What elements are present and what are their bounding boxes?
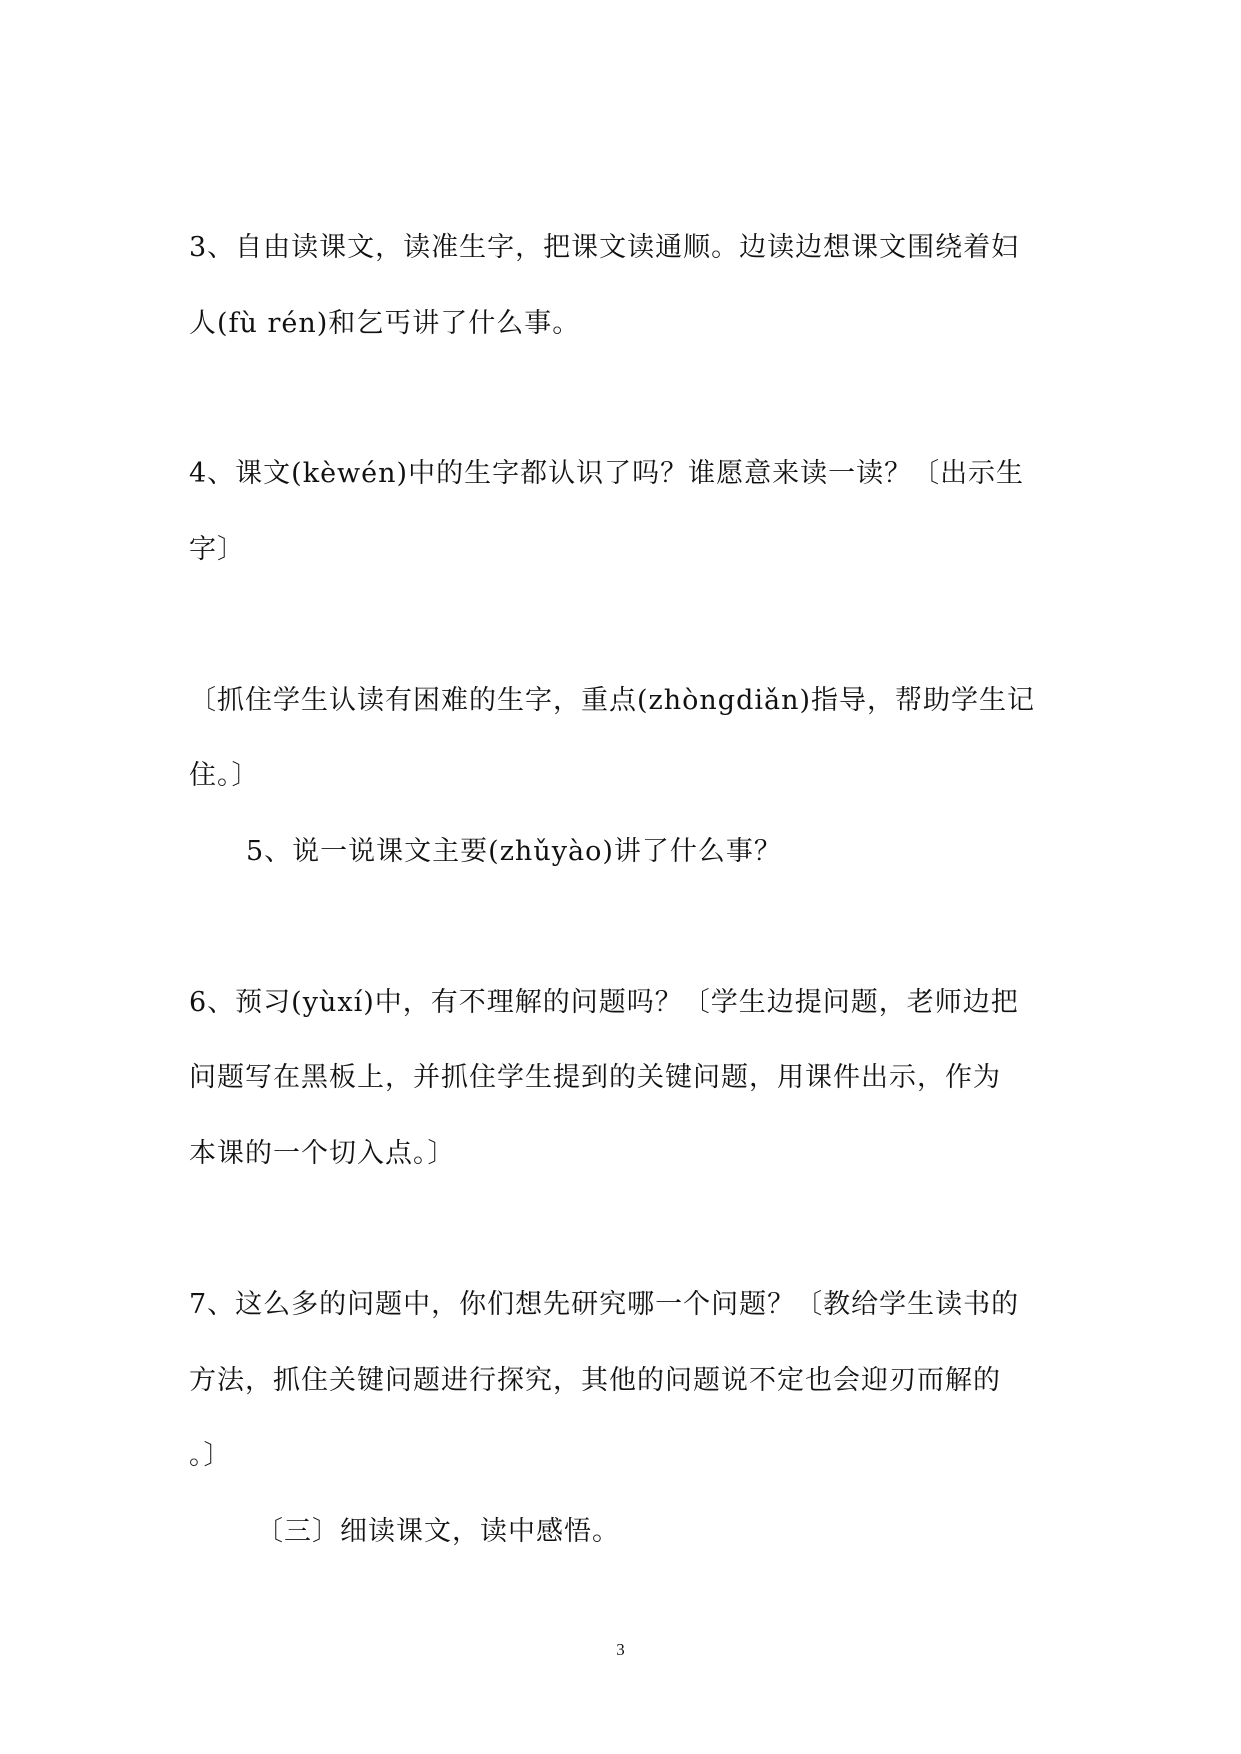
item-7-line-2: 方法，抓住关键问题进行探究，其他的问题说不定也会迎刃而解的 — [189, 1365, 1001, 1396]
item-6-line-2: 问题写在黑板上，并抓住学生提到的关键问题，用课件出示，作为 — [189, 1062, 1001, 1093]
item-3-line-1: 3、自由读课文，读准生字，把课文读通顺。边读边想课文围绕着妇 — [189, 232, 1020, 263]
item-6-line-3: 本课的一个切入点。〕 — [189, 1138, 456, 1169]
section-heading: 〔三〕细读课文，读中感悟。 — [256, 1516, 620, 1547]
item-4-line-1: 4、课文(kèwén)中的生字都认识了吗？谁愿意来读一读？〔出示生 — [189, 458, 1025, 489]
item-6-line-1: 6、预习(yùxí)中，有不理解的问题吗？〔学生边提问题，老师边把 — [189, 987, 1019, 1018]
note-line-2: 住。〕 — [189, 760, 260, 791]
item-4-line-2: 字〕 — [189, 534, 245, 565]
item-3-line-2: 人(fù rén)和乞丐讲了什么事。 — [189, 308, 581, 339]
item-7-line-1: 7、这么多的问题中，你们想先研究哪一个问题？〔教给学生读书的 — [189, 1289, 1020, 1320]
item-7-line-3: 。〕 — [189, 1440, 232, 1471]
item-5: 5、说一说课文主要(zhǔyào)讲了什么事？ — [246, 836, 782, 867]
page-number: 3 — [616, 1640, 625, 1659]
note-line-1: 〔抓住学生认读有困难的生字，重点(zhòngdiǎn)指导，帮助学生记 — [189, 685, 1036, 716]
